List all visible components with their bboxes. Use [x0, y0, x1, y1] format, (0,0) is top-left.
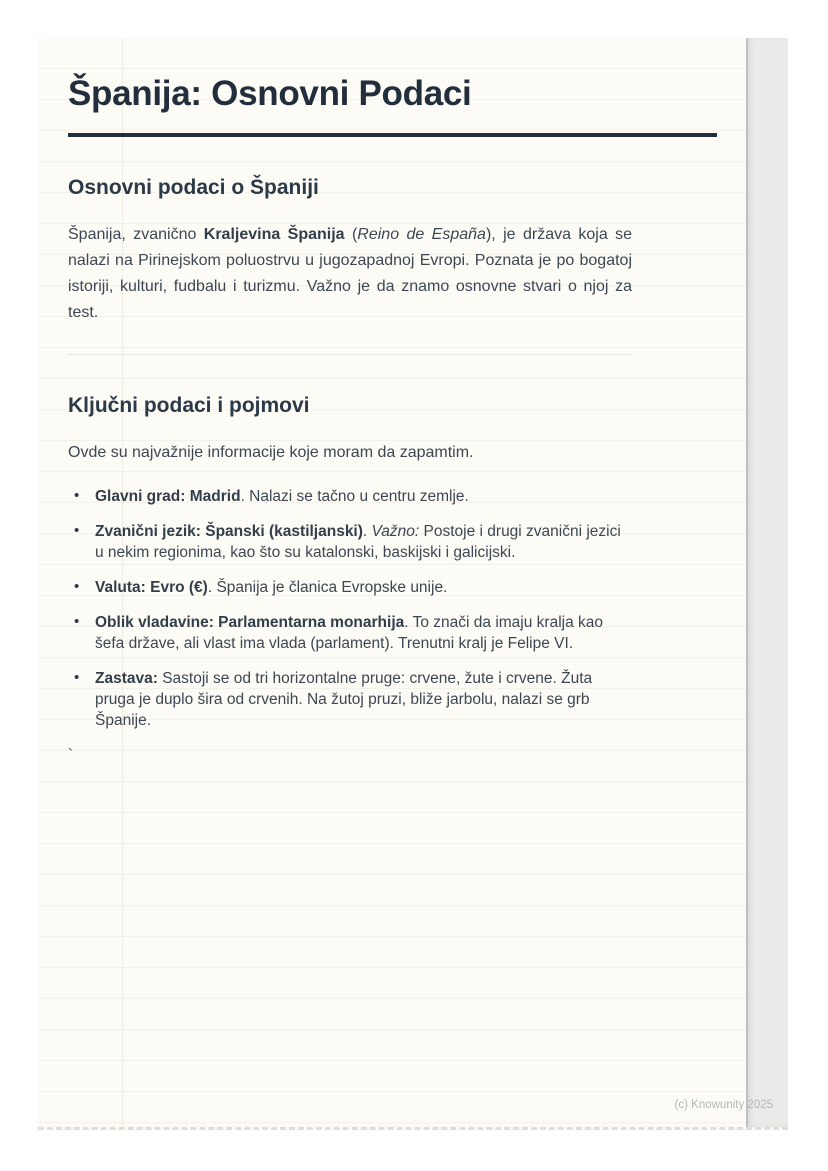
- list-item-government: [68, 612, 632, 654]
- list-item-bold: Valuta: Evro (€): [95, 579, 208, 596]
- list-item-rest: . Španija je članica Evropske unije.: [207, 579, 448, 596]
- intro-paragraph: [68, 222, 632, 326]
- list-item-currency: [68, 577, 632, 598]
- list-item-rest: . To znači da imaju kralja kao šefa države, ali vlast ima vlada (parlament). Trenutni kralj je Felipe VI.: [95, 614, 603, 652]
- key-intro-paragraph: Ovde su najvažnije informacije koje moram da zapamtim.: [68, 444, 474, 461]
- page-title: Španija: Osnovni Podaci: [68, 74, 472, 113]
- list-item-bold: Zastava:: [95, 670, 158, 687]
- list-item-flag: [68, 668, 632, 731]
- list-item-italic: Važno:: [371, 523, 420, 540]
- list-item-language: [68, 521, 632, 563]
- list-item-bold: Glavni grad: Madrid: [95, 488, 241, 505]
- list-item-rest: Sastoji se od tri horizontalne pruge: crvene, žute i crvene. Žuta pruga je duplo šira od crvenih. Na žutoj pruzi, bliže jarbolu, nalazi se grb Španije.: [95, 670, 593, 729]
- key-facts-list: [68, 486, 632, 731]
- bullet-icon: •: [74, 613, 80, 630]
- list-item-rest: . Nalazi se tačno u centru zemlje.: [240, 488, 469, 505]
- bullet-icon: •: [74, 487, 80, 504]
- intro-text-1: Španija, zvanično: [68, 226, 204, 243]
- stray-backtick-text: `: [68, 746, 73, 763]
- intro-italic-spanish-name: Reino de España: [357, 226, 486, 243]
- list-item-capital: [68, 486, 632, 507]
- intro-text-3: ), je država koja se nalazi na Pirinejskom poluostrvu u jugozapadnoj Evropi. Poznata je po bogatoj istoriji, kulturi, fudbalu i turizmu. Važno je da znamo osnovne stvari o njoj za test.: [68, 226, 633, 321]
- list-item-mid: .: [362, 523, 372, 540]
- list-item-bold: Oblik vladavine: Parlamentarna monarhija: [95, 614, 405, 631]
- intro-text-2: (: [344, 226, 358, 243]
- intro-bold-official-name: Kraljevina Španija: [203, 226, 345, 243]
- bullet-icon: •: [74, 522, 80, 539]
- list-item-bold: Zvanični jezik: Španski (kastiljanski): [95, 523, 363, 540]
- footer-credit: (c) Knowunity 2025: [674, 1099, 773, 1111]
- list-item-rest: Postoje i drugi zvanični jezici u nekim regionima, kao što su katalonski, baskijski i galicijski.: [95, 523, 621, 561]
- section-heading-basic: Osnovni podaci o Španiji: [68, 176, 319, 199]
- title-rule: [68, 133, 717, 137]
- document-page: [38, 38, 788, 1130]
- bullet-icon: •: [74, 669, 80, 686]
- bullet-icon: •: [74, 578, 80, 595]
- document-content: [38, 38, 747, 765]
- section-heading-key: Ključni podaci i pojmovi: [68, 394, 310, 417]
- page-edge-strip: [746, 38, 788, 1127]
- section-divider: [68, 354, 632, 355]
